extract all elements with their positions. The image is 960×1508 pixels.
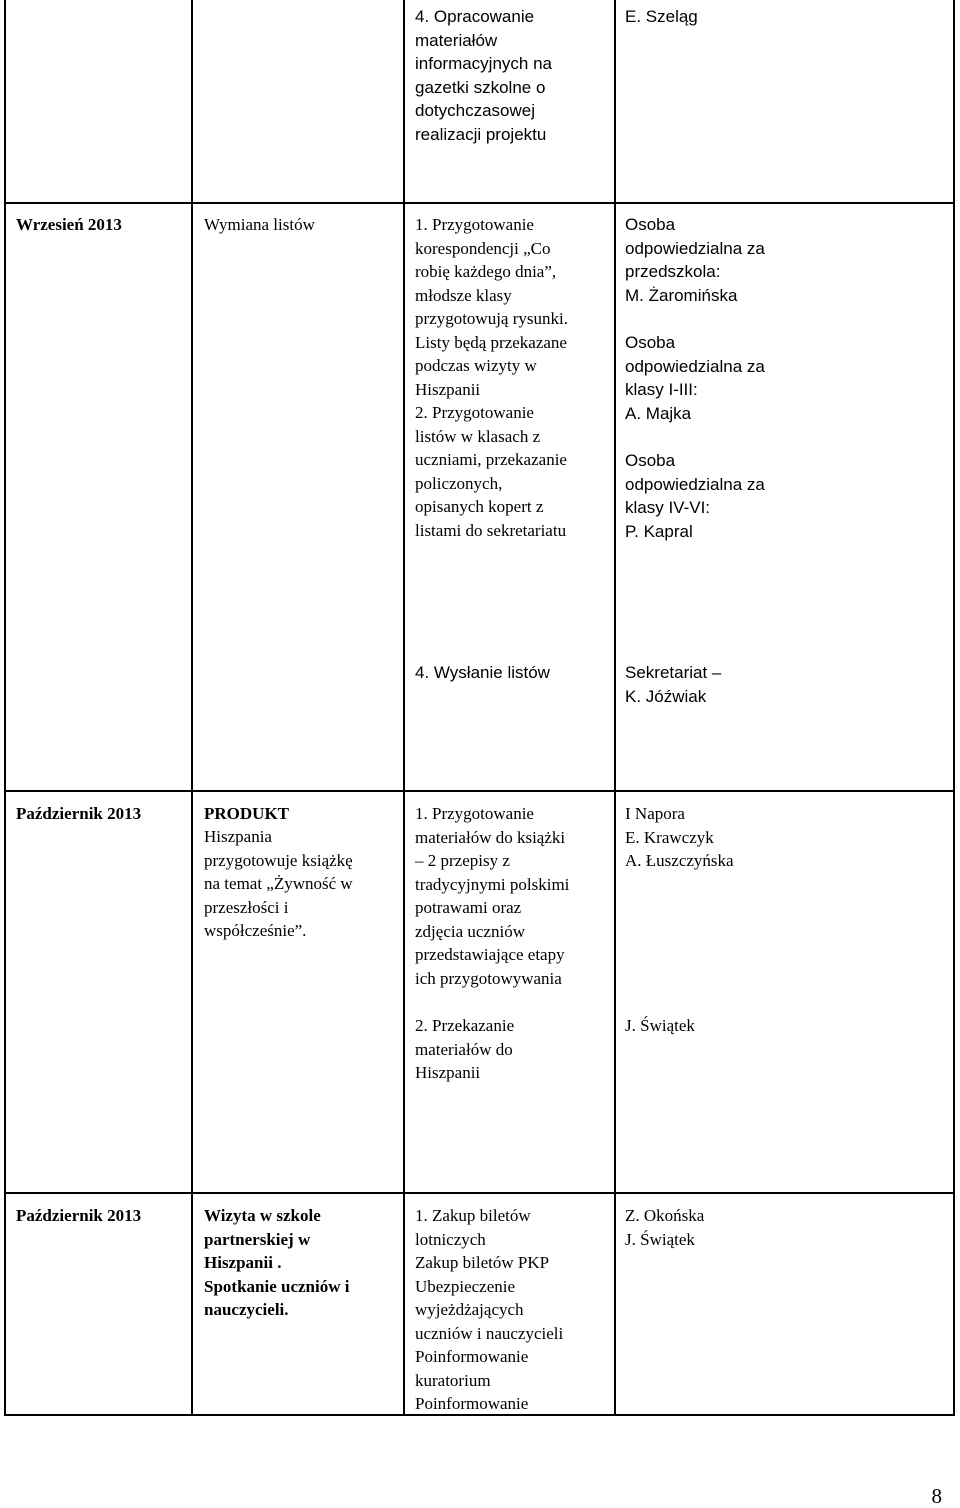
table-border-right [953, 0, 955, 1416]
row0-person: E. Szeląg [625, 7, 698, 26]
row2-date: Październik 2013 [16, 804, 142, 823]
column-divider-3 [614, 0, 616, 1416]
row1-person-secretariat: Sekretariat – K. Jóźwiak [625, 663, 722, 706]
row2-topic-body: Hiszpania przygotowuje książkę na temat „Żywność w przeszłości i współcześnie”. [204, 827, 353, 940]
page-number: 8 [931, 1484, 942, 1508]
row0-activity: 4. Opracowanie materiałów informacyjnych na gazetki szkolne o dotychczasowej realizacji projektu [415, 7, 553, 144]
row1-person-grades-1-3: Osoba odpowiedzialna za klasy I-III: A. Majka [625, 333, 765, 423]
row-divider-3 [4, 1192, 955, 1194]
column-divider-1 [191, 0, 193, 1416]
row2-person-1: I Napora E. Krawczyk A. Łuszczyńska [625, 804, 734, 870]
row-divider-2 [4, 790, 955, 792]
row1-person-preschool: Osoba odpowiedzialna za przedszkola: M. Żaromińska [625, 215, 765, 305]
row1-topic: Wymiana listów [204, 215, 315, 234]
row1-activity: 1. Przygotowanie korespondencji „Co robię każdego dnia”, młodsze klasy przygotowują rysunki. Listy będą przekazane podczas wizyty w Hiszpanii 2. Przygotowanie listów w klasach z uczniami, przekazanie policzonych, opisanych kopert z listami do sekretariatu [415, 215, 568, 540]
row2-activity-2: 2. Przekazanie materiałów do Hiszpanii [415, 1016, 515, 1082]
table-border-left [4, 0, 6, 1416]
row1-activity-4: 4. Wysłanie listów [415, 663, 550, 682]
row2-activity-1: 1. Przygotowanie materiałów do książki – 2 przepisy z tradycyjnymi polskimi potrawami oraz zdjęcia uczniów przedstawiające etapy ich przygotowywania [415, 804, 570, 988]
row3-activity: 1. Zakup biletów lotniczych Zakup biletów PKP Ubezpieczenie wyjeżdżających uczniów i nauczycieli Poinformowanie kuratorium Poinformowanie [415, 1206, 564, 1413]
row3-date: Październik 2013 [16, 1206, 142, 1225]
column-divider-2 [403, 0, 405, 1416]
row1-date: Wrzesień 2013 [16, 215, 122, 234]
row3-person: Z. Okońska J. Świątek [625, 1206, 705, 1249]
row1-person-grades-4-6: Osoba odpowiedzialna za klasy IV-VI: P. Kapral [625, 451, 765, 541]
row-divider-1 [4, 202, 955, 204]
row2-topic-title: PRODUKT [204, 804, 289, 823]
row2-person-2: J. Świątek [625, 1016, 695, 1035]
row3-topic: Wizyta w szkole partnerskiej w Hiszpanii . Spotkanie uczniów i nauczycieli. [204, 1206, 350, 1319]
